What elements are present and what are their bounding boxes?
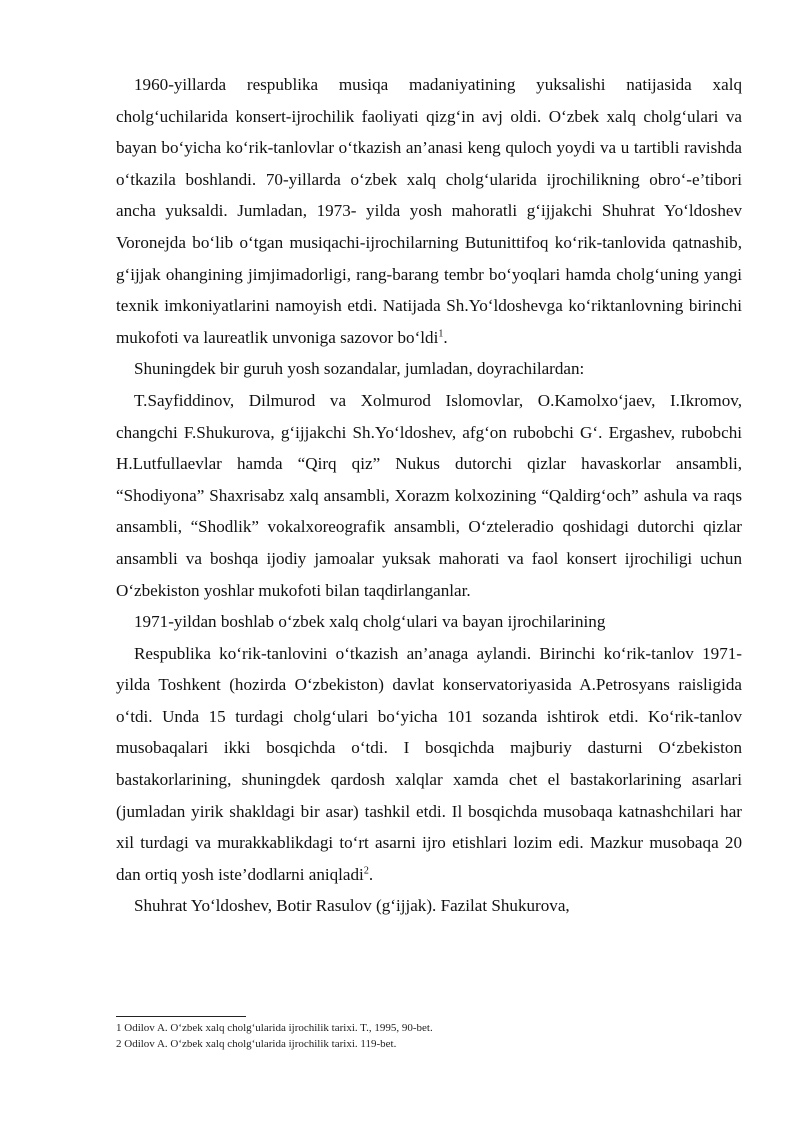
footnote-ref-1: 1 [438, 328, 444, 340]
footnotes [116, 1020, 742, 1052]
footnote-1: 1 Odilov A. O‘zbek xalq cholg‘ularida ijrochilik tarixi. T., 1995, 90-bet. [116, 1022, 433, 1034]
footnote-2: 2 Odilov A. O‘zbek xalq cholg‘ularida ijrochilik tarixi. 119-bet. [116, 1038, 397, 1050]
footnote-separator [116, 1016, 246, 1017]
paragraph-tail: . [443, 327, 448, 347]
paragraph-5 [116, 638, 742, 891]
footnote-ref-2: 2 [363, 865, 369, 877]
paragraph-6: Shuhrat Yo‘ldoshev, Botir Rasulov (g‘ijjak). Fazilat Shukurova, [134, 896, 570, 916]
paragraph-1 [116, 69, 742, 353]
paragraph-2: Shuningdek bir guruh yosh sozandalar, jumladan, doyrachilardan: [134, 359, 585, 379]
paragraph-tail: . [368, 864, 374, 884]
paragraph-text: 1960-yillarda respublika musiqa madaniyatining yuksalishi natijasida xalq cholg‘uchilarida konsert-ijrochilik faoliyati qizg‘in avj oldi. O‘zbek xalq cholg‘ulari va bayan bo‘yicha ko‘rik-tanlovlar o‘tkazish an’anasi keng quloch yoydi va u tartibli ravishda o‘tkazila boshlandi. 70-yillarda o‘zbek xalq cholg‘ularida ijrochilikning obro‘-e’tibori ancha yuksaldi. Jumladan, 1973- yilda yosh mahoratli g‘ijjakchi Shuhrat Yo‘ldoshev Voronejda bo‘lib o‘tgan musiqachi-ijrochilarning Butunittifoq ko‘rik-tanlovida qatnashib, g‘ijjak ohangining jimjimadorligi, rang-barang tembr bo‘yoqlari hamda cholg‘uning yangi texnik imkoniyatlarini namoyish etdi. Natijada Sh.Yo‘ldoshevga ko‘riktanlovning birinchi mukofoti va laureatlik unvoniga sazovor bo‘ldi [116, 75, 742, 347]
body-text [116, 69, 742, 922]
paragraph-3: T.Sayfiddinov, Dilmurod va Xolmurod Islomovlar, O.Kamolxo‘jaev, I.Ikromov, changchi F.Shukurova, g‘ijjakchi Sh.Yo‘ldoshev, afg‘on rubobchi G‘. Ergashev, rubobchi H.Lutfullaevlar hamda “Qirq qiz” Nukus dutorchi qizlar havaskorlar ansambli, “Shodiyona” Shaxrisabz xalq ansambli, Xorazm kolxozining “Qaldirg‘och” ashula va raqs ansambli, “Shodlik” vokalxoreografik ansambli, O‘zteleradio qoshidagi dutorchi qizlar ansambli va boshqa ijodiy jamoalar yuksak mahorati va faol konsert ijrochiligi uchun O‘zbekiston yoshlar mukofoti bilan taqdirlanganlar. [116, 390, 742, 600]
paragraph-text: Respublika ko‘rik-tanlovini o‘tkazish an’anaga aylandi. Birinchi ko‘rik-tanlov 1971-yilda Toshkent (hozirda O‘zbekiston) davlat konservatoriyasida A.Petrosyans raisligida o‘tdi. Unda 15 turdagi cholg‘ulari bo‘yicha 101 sozanda ishtirok etdi. Ko‘rik-tanlov musobaqalari ikki bosqichda o‘tdi. I bosqichda majburiy dasturni O‘zbekiston bastakorlarining, shuningdek qardosh xalqlar xamda chet el bastakorlarining asarlari (jumladan yirik shakldagi bir asar) tashkil etdi. Il bosqichda musobaqa katnashchilari har xil turdagi va murakkablikdagi to‘rt asarni ijro etishlari lozim edi. Mazkur musobaqa 20 dan ortiq yosh iste’dodlarni aniqladi [116, 643, 742, 884]
paragraph-4: 1971-yildan boshlab o‘zbek xalq cholg‘ulari va bayan ijrochilarining [134, 612, 606, 632]
